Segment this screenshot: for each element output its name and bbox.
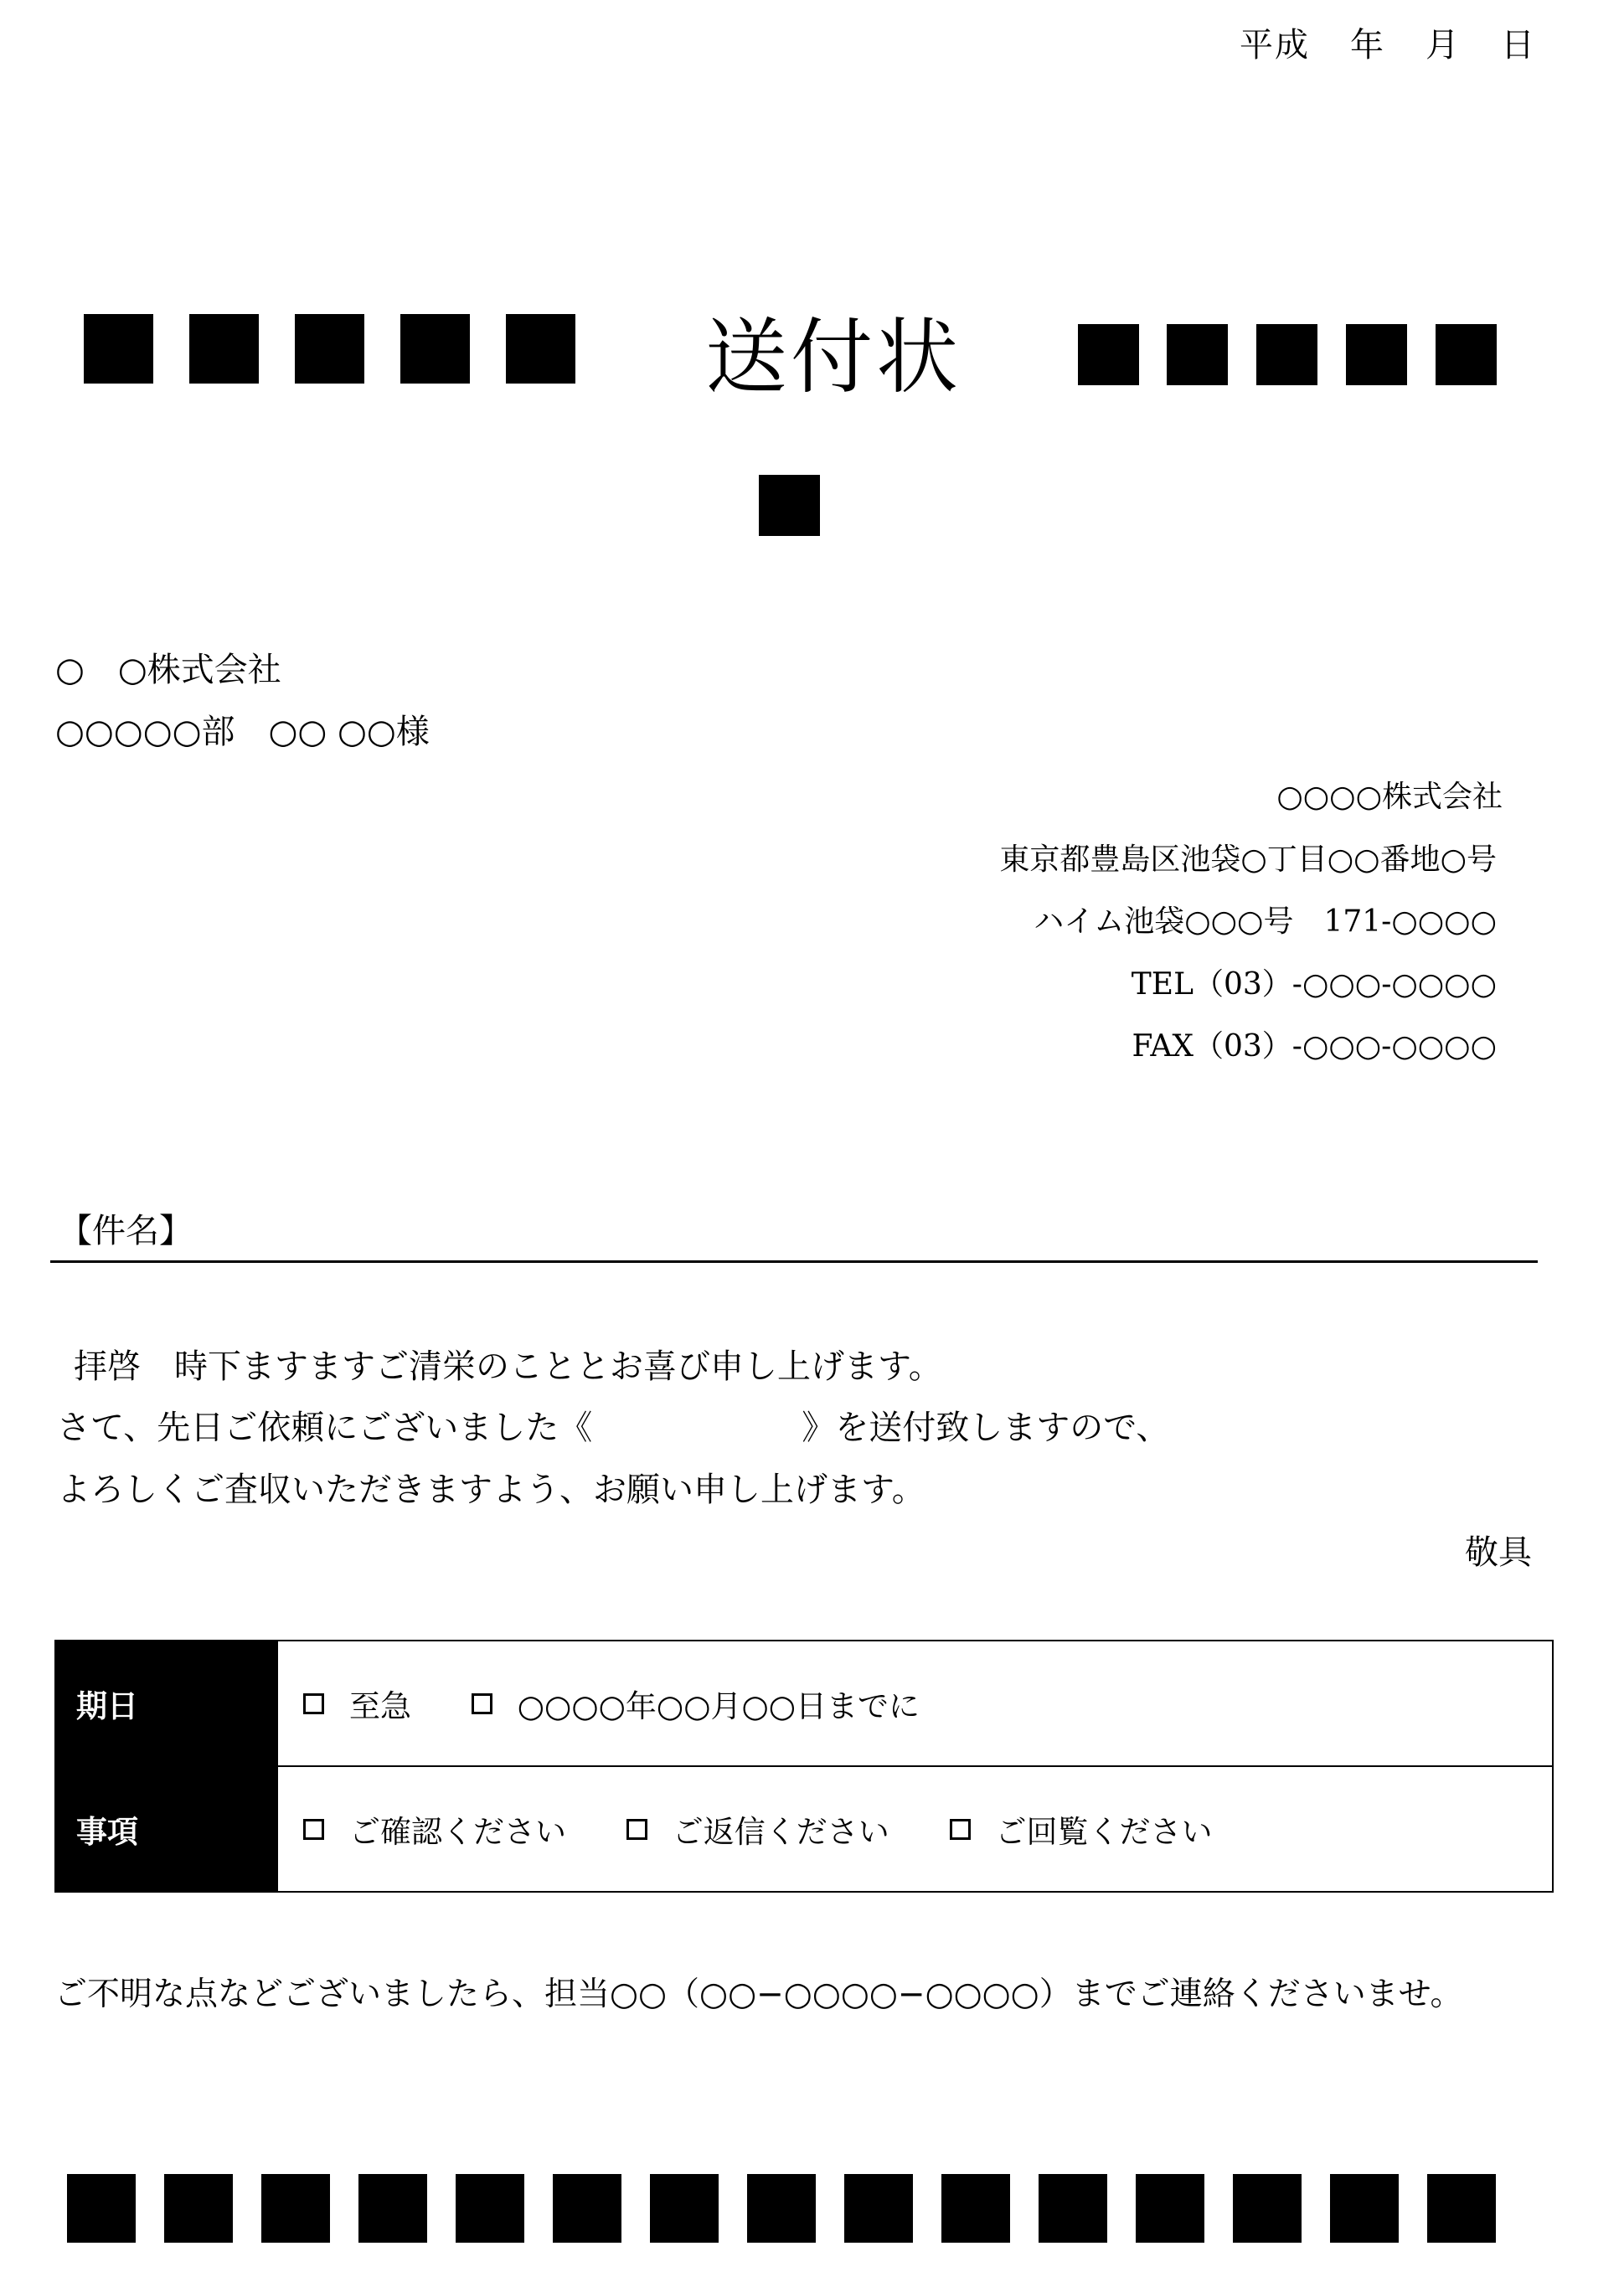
date-line	[1240, 18, 1536, 66]
checkbox[interactable]	[472, 1693, 492, 1714]
checkbox[interactable]	[950, 1819, 971, 1840]
body-line2	[57, 1401, 1169, 1449]
recipient-company: ○ ○株式会社	[55, 651, 281, 689]
decor-square	[1078, 324, 1139, 385]
matter-options	[277, 1766, 1553, 1892]
subject-underline	[50, 1260, 1538, 1263]
decor-square	[1256, 324, 1317, 385]
decor-square	[1427, 2174, 1496, 2243]
matter-option-circulate[interactable]	[950, 1806, 1213, 1852]
decor-square	[164, 2174, 233, 2243]
body-line2-end: 》を送付致しますので、	[802, 1409, 1170, 1447]
decor-square	[1233, 2174, 1302, 2243]
subject-label: 【件名】	[59, 1212, 193, 1250]
decor-square	[844, 2174, 913, 2243]
decor-square	[456, 2174, 524, 2243]
matter-option-confirm[interactable]	[303, 1806, 566, 1852]
decor-square	[84, 314, 153, 384]
option-label: ○○○○年○○月○○日までに	[517, 1688, 920, 1724]
due-option-date[interactable]	[472, 1681, 920, 1726]
checkbox[interactable]	[303, 1693, 324, 1714]
decor-square	[358, 2174, 427, 2243]
matter-row	[55, 1766, 1553, 1892]
decor-square	[1330, 2174, 1399, 2243]
footer-note: ご不明な点などございましたら、担当○○（○○−○○○○−○○○○）までご連絡くださいませ。	[54, 1976, 1463, 2013]
decor-square	[1136, 2174, 1204, 2243]
decor-square	[1039, 2174, 1107, 2243]
due-option-urgent[interactable]	[303, 1681, 411, 1726]
matter-label: 事項	[55, 1766, 277, 1892]
due-label: 期日	[55, 1641, 277, 1766]
decor-square	[1346, 324, 1407, 385]
decor-square	[261, 2174, 330, 2243]
date-day: 日	[1501, 26, 1536, 64]
checkbox[interactable]	[303, 1819, 324, 1840]
decor-square	[506, 314, 575, 384]
sender-address: 東京都豊島区池袋○丁目○○番地○号	[999, 842, 1497, 877]
decor-square	[295, 314, 364, 384]
body-line2-start: さて、先日ご依頼にございました《	[57, 1409, 593, 1447]
matter-option-reply[interactable]	[626, 1806, 889, 1852]
decor-square	[553, 2174, 621, 2243]
sender-building: ハイム池袋○○○号 171-○○○○	[1034, 904, 1497, 939]
closing: 敬具	[1465, 1533, 1532, 1572]
options-table	[54, 1640, 1554, 1893]
decor-square	[759, 475, 820, 536]
decor-square	[1167, 324, 1228, 385]
decor-square	[747, 2174, 816, 2243]
option-label: ご回覧ください	[995, 1814, 1213, 1850]
option-label: ご返信ください	[672, 1814, 889, 1850]
body-line3: よろしくご査収いただきますよう、お願い申し上げます。	[57, 1471, 925, 1509]
option-label: ご確認ください	[349, 1814, 566, 1850]
date-era: 平成	[1240, 26, 1310, 64]
decor-square	[400, 314, 470, 384]
decor-square	[67, 2174, 136, 2243]
checkbox[interactable]	[626, 1819, 647, 1840]
sender-company: ○○○○株式会社	[1276, 780, 1503, 814]
recipient-person: ○○○○○部 ○○ ○○様	[55, 713, 430, 751]
decor-square	[941, 2174, 1010, 2243]
sender-tel: TEL（03）-○○○-○○○○	[1131, 967, 1497, 1002]
due-options	[277, 1641, 1553, 1766]
date-year: 年	[1350, 26, 1385, 64]
decor-square	[1436, 324, 1497, 385]
date-month: 月	[1426, 26, 1461, 64]
option-label: 至急	[349, 1688, 411, 1724]
decor-square	[650, 2174, 719, 2243]
sender-fax: FAX（03）-○○○-○○○○	[1132, 1029, 1497, 1064]
bottom-decoration	[67, 2174, 1508, 2246]
body-greeting: 拝啓 時下ますますご清栄のこととお喜び申し上げます。	[74, 1347, 942, 1386]
decor-square	[189, 314, 259, 384]
due-row	[55, 1641, 1553, 1766]
page-title: 送付状	[705, 310, 962, 405]
